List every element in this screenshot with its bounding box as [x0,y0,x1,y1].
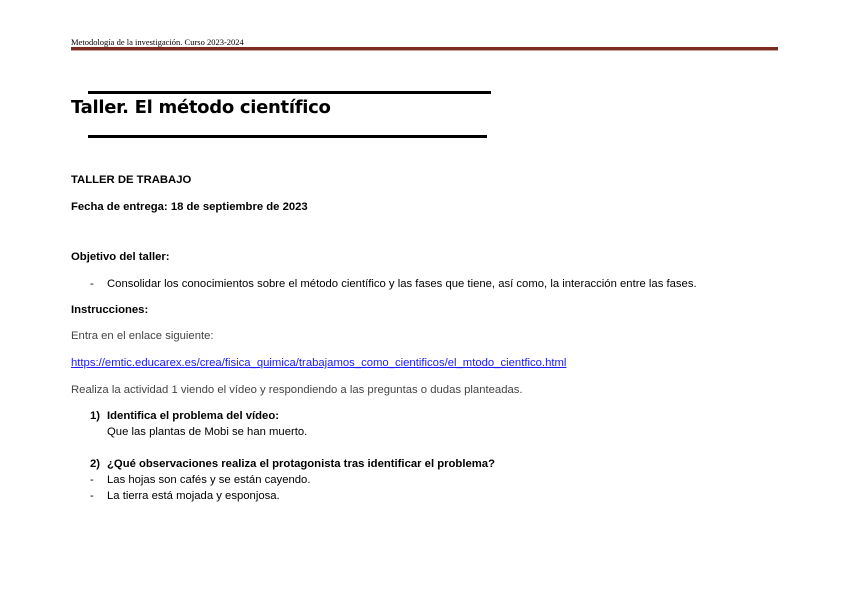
activity-link[interactable]: https://emtic.educarex.es/crea/fisica_quimica/trabajamos_como_cientificos/el_mtodo_cientfico.html [71,357,567,369]
instructions-heading: Instrucciones: [71,304,149,316]
workshop-label: TALLER DE TRABAJO [71,174,192,186]
question-2-bullet-1: - [90,474,94,486]
question-1-text: Identifica el problema del vídeo: [107,410,280,422]
enter-link-text: Entra en el enlace siguiente: [71,330,214,342]
due-date: Fecha de entrega: 18 de septiembre de 2023 [71,201,308,213]
objective-bullet: - [90,278,94,290]
title-rule-top [88,91,491,94]
objective-heading: Objetivo del taller: [71,251,170,263]
question-2-answer-2: La tierra está mojada y esponjosa. [107,490,280,502]
question-2-answer-1: Las hojas son cafés y se están cayendo. [107,474,311,486]
question-1-number: 1) [90,410,101,422]
question-2-number: 2) [90,458,101,470]
question-1-answer: Que las plantas de Mobi se han muerto. [107,426,308,438]
question-2-text: ¿Qué observaciones realiza el protagonista tras identificar el problema? [107,458,495,470]
objective-text: Consolidar los conocimientos sobre el método científico y las fases que tiene, así como, la interacción entre las fases. [107,278,697,290]
activity-text: Realiza la actividad 1 viendo el vídeo y respondiendo a las preguntas o dudas planteadas. [71,384,523,396]
header-rule-shadow [71,50,778,51]
title-rule-bottom [88,135,487,138]
running-header: Metodología de la investigación. Curso 2023-2024 [71,37,244,47]
question-2-bullet-2: - [90,490,94,502]
page-title: Taller. El método científico [71,97,331,118]
